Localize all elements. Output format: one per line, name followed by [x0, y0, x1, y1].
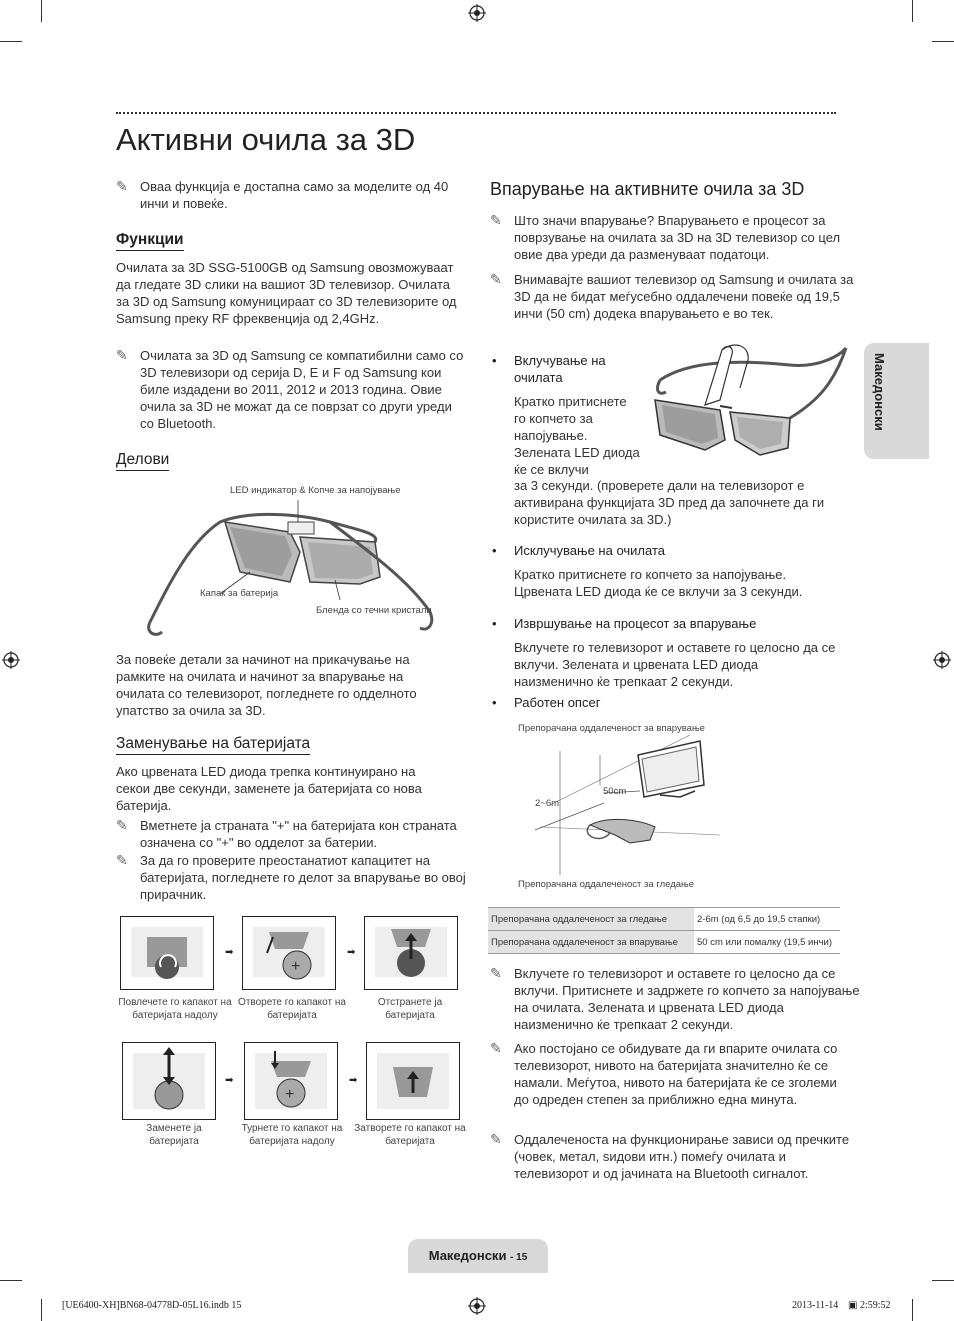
battery-step-2-caption: Отворете го капакот на батеријата — [238, 997, 346, 1021]
battery-text: Ако црвената LED диода трепка континуирано на секои две секунди, заменете ја батеријата со нова батерија. — [116, 764, 422, 813]
step-arrow-icon: ➡ — [225, 947, 234, 958]
footer-time: 2:59:52 — [860, 1300, 891, 1311]
battery-step-4-caption: Заменете ја батеријата — [146, 1123, 202, 1147]
pairing-note-4: ✎ Ако постојано се обидувате да ги впарите очилата со телевизорот, нивото на батеријата значително ќе се намали. Меѓутоа, нивото на батеријата ќе се зголеми до одреден степен за приближно една минута. — [490, 1040, 838, 1107]
pairing-note-1: ✎ Што значи впарување? Впарувањето е процесот за поврзување на очилата за 3D на 3D телевизор со цел овие два уреди да разменуваат податоци. — [490, 212, 841, 262]
battery-step-6-caption: Затворете го капакот на батеријата — [354, 1123, 466, 1147]
pencil-note-icon: ✎ — [116, 347, 128, 363]
bullet-power-off: • Исклучување на очилата — [492, 543, 665, 558]
registration-mark-icon — [468, 1297, 486, 1315]
label-battery-cover: Капак за батерија — [200, 588, 279, 599]
pairing-note-5: ✎ Оддалеченоста на функционирање зависи од пречките (човек, метал, ѕидови итн.) помеѓу очилата и телевизорот и од јачината на Bluetooth сигналот. — [490, 1131, 850, 1181]
pairing-note-3: ✎ Вклучете го телевизорот и оставете го целосно да се вклучи. Притиснете и задржете го копчето за напојување на очилата. Зелената и црвената LED диода наизменично ќе трепкаат 2 секунди. — [490, 965, 860, 1032]
language-side-tab: Македонски — [864, 343, 929, 459]
footer-file-name: [UE6400-XH]BN68-04778D-05L16.indb 15 — [62, 1300, 242, 1311]
bullet-pairing-process: • Извршување на процесот за впарување — [492, 616, 757, 631]
battery-step-2-image — [242, 916, 336, 990]
registration-mark-icon — [933, 651, 951, 669]
table-row — [488, 908, 840, 931]
label-2-6m: 2~6m — [535, 798, 560, 809]
pencil-note-icon: ✎ — [490, 1131, 502, 1147]
pencil-note-icon: ✎ — [116, 817, 128, 833]
pairing-heading: Впарување на активните очила за 3D — [490, 179, 805, 199]
label-50cm: 50cm — [603, 786, 627, 797]
pencil-note-icon: ✎ — [490, 212, 502, 228]
parts-heading: Делови — [116, 451, 169, 471]
label-viewing-distance: Препорачана оддалеченост за гледање — [518, 879, 695, 890]
step-arrow-icon: ➡ — [225, 1075, 234, 1086]
bullet-power-on: • Вклучување на очилата — [492, 353, 606, 385]
crop-mark — [932, 41, 954, 42]
crop-mark — [912, 1299, 913, 1321]
crop-mark — [41, 0, 42, 22]
pencil-note-icon: ✎ — [490, 965, 502, 981]
battery-note-2: ✎ За да го проверите преостанатиот капацитет на батеријата, погледнете го делот за впарување во овој прирачник. — [116, 852, 466, 902]
parts-text: За повеќе детали за начинот на прикачување на рамките на очилата и начинот за впарување на очилата со телевизорот, погледнете го одделното упатство за очила за 3D. — [116, 652, 417, 718]
battery-note-1: ✎ Вметнете ја страната "+" на батеријата кон страната означена со "+" во одделот за батерии. — [116, 817, 457, 850]
battery-step-5-image — [244, 1042, 338, 1120]
battery-step-6-image — [366, 1042, 460, 1120]
pencil-note-icon: ✎ — [116, 178, 128, 194]
crop-mark — [0, 1280, 22, 1281]
glasses-hand-illustration — [650, 340, 850, 470]
registration-mark-icon — [2, 651, 20, 669]
operating-range-table — [488, 907, 840, 954]
label-lcd-lens: Бленда со течни кристали — [316, 605, 432, 616]
footer-page-label: Македонски - 15 — [408, 1239, 548, 1273]
step-arrow-icon: ➡ — [349, 1075, 358, 1086]
battery-step-1-image — [120, 916, 214, 990]
functions-heading: Функции — [116, 231, 184, 251]
title-dotted-rule — [116, 112, 836, 114]
label-led-power-button: LED индикатор & Копче за напојување — [230, 485, 401, 496]
note-intro: ✎ Оваа функција е достапна само за моделите од 40 инчи и повеќе. — [116, 178, 449, 211]
bullet-operating-range: • Работен опсег — [492, 695, 601, 710]
footer-date: 2013-11-14 — [792, 1300, 839, 1311]
battery-heading: Заменување на батеријата — [116, 735, 310, 755]
page-title: Активни очила за 3D — [116, 122, 416, 157]
battery-step-3-caption: Отстранете ја батеријата — [377, 997, 443, 1021]
battery-step-1-caption: Повлечете го капакот на батеријата надолу — [118, 997, 232, 1021]
svg-text:+: + — [291, 958, 301, 975]
glasses-parts-illustration — [130, 492, 460, 642]
pencil-note-icon: ✎ — [490, 1040, 502, 1056]
pencil-note-icon: ✎ — [116, 852, 128, 868]
battery-step-4-image — [122, 1042, 216, 1120]
pairing-note-2: ✎ Внимавајте вашиот телевизор од Samsung и очилата за 3D да не бидат меѓусебно оддалечени повеќе од 19,5 инчи (50 cm) додека впарувањето е во тек. — [490, 271, 854, 321]
table-cell-label: Препорачана оддалеченост за впарување — [488, 931, 694, 954]
table-cell-value: 2-6m (од 6,5 до 19,5 стапки) — [694, 908, 840, 931]
functions-text: Очилата за 3D SSG-5100GB од Samsung овозможуваат да гледате 3D слики на вашиот 3D телевизор. Очилата за 3D од Samsung комуницираат со 3D телевизорите од Samsung преку RF фреквенција од 2,4GHz. — [116, 260, 457, 326]
battery-step-5-caption: Турнете го капакот на батеријата надолу — [241, 1123, 343, 1147]
step-arrow-icon: ➡ — [347, 947, 356, 958]
svg-text:+: + — [285, 1086, 295, 1103]
power-on-text-b: за 3 секунди. (проверете дали на телевизорот е активирана функцијата 3D пред да започнете да ги користите очилата за 3D.) — [514, 478, 825, 527]
operating-range-diagram — [520, 735, 740, 885]
battery-step-3-image — [364, 916, 458, 990]
pencil-note-icon: ✎ — [490, 271, 502, 287]
pairing-process-text: Вклучете го телевизорот и оставете го целосно да се вклучи. Зелената и црвената LED диода наизменично ќе трепкаат 2 секунди. — [514, 640, 836, 689]
page-number: - 15 — [510, 1252, 528, 1263]
power-off-text: Кратко притиснете го копчето за напојување. Црвената LED диода ќе се вклучи за 3 секунди. — [514, 567, 803, 599]
label-pairing-distance: Препорачана оддалеченост за впарување — [518, 723, 705, 734]
table-cell-value: 50 cm или помалку (19,5 инчи) — [694, 931, 840, 954]
table-row — [488, 931, 840, 954]
crop-mark — [41, 1299, 42, 1321]
crop-mark — [912, 0, 913, 22]
crop-mark — [932, 1280, 954, 1281]
footer-clock-icon: ▣ — [848, 1300, 858, 1311]
crop-mark — [0, 41, 22, 42]
power-on-text-a: Кратко притиснете го копчето за напојување. Зелената LED диода ќе се вклучи — [514, 394, 640, 477]
functions-note: ✎ Очилата за 3D од Samsung се компатибилни само со 3D телевизори од серија D, E и F од Samsung кои биле издадени во 2011, 2012 и 2013 година. Овие очила за 3D не можат да се поврзат со други уреди со Bluetooth. — [116, 347, 464, 431]
table-cell-label: Препорачана оддалеченост за гледање — [488, 908, 694, 931]
registration-mark-icon — [468, 4, 486, 22]
